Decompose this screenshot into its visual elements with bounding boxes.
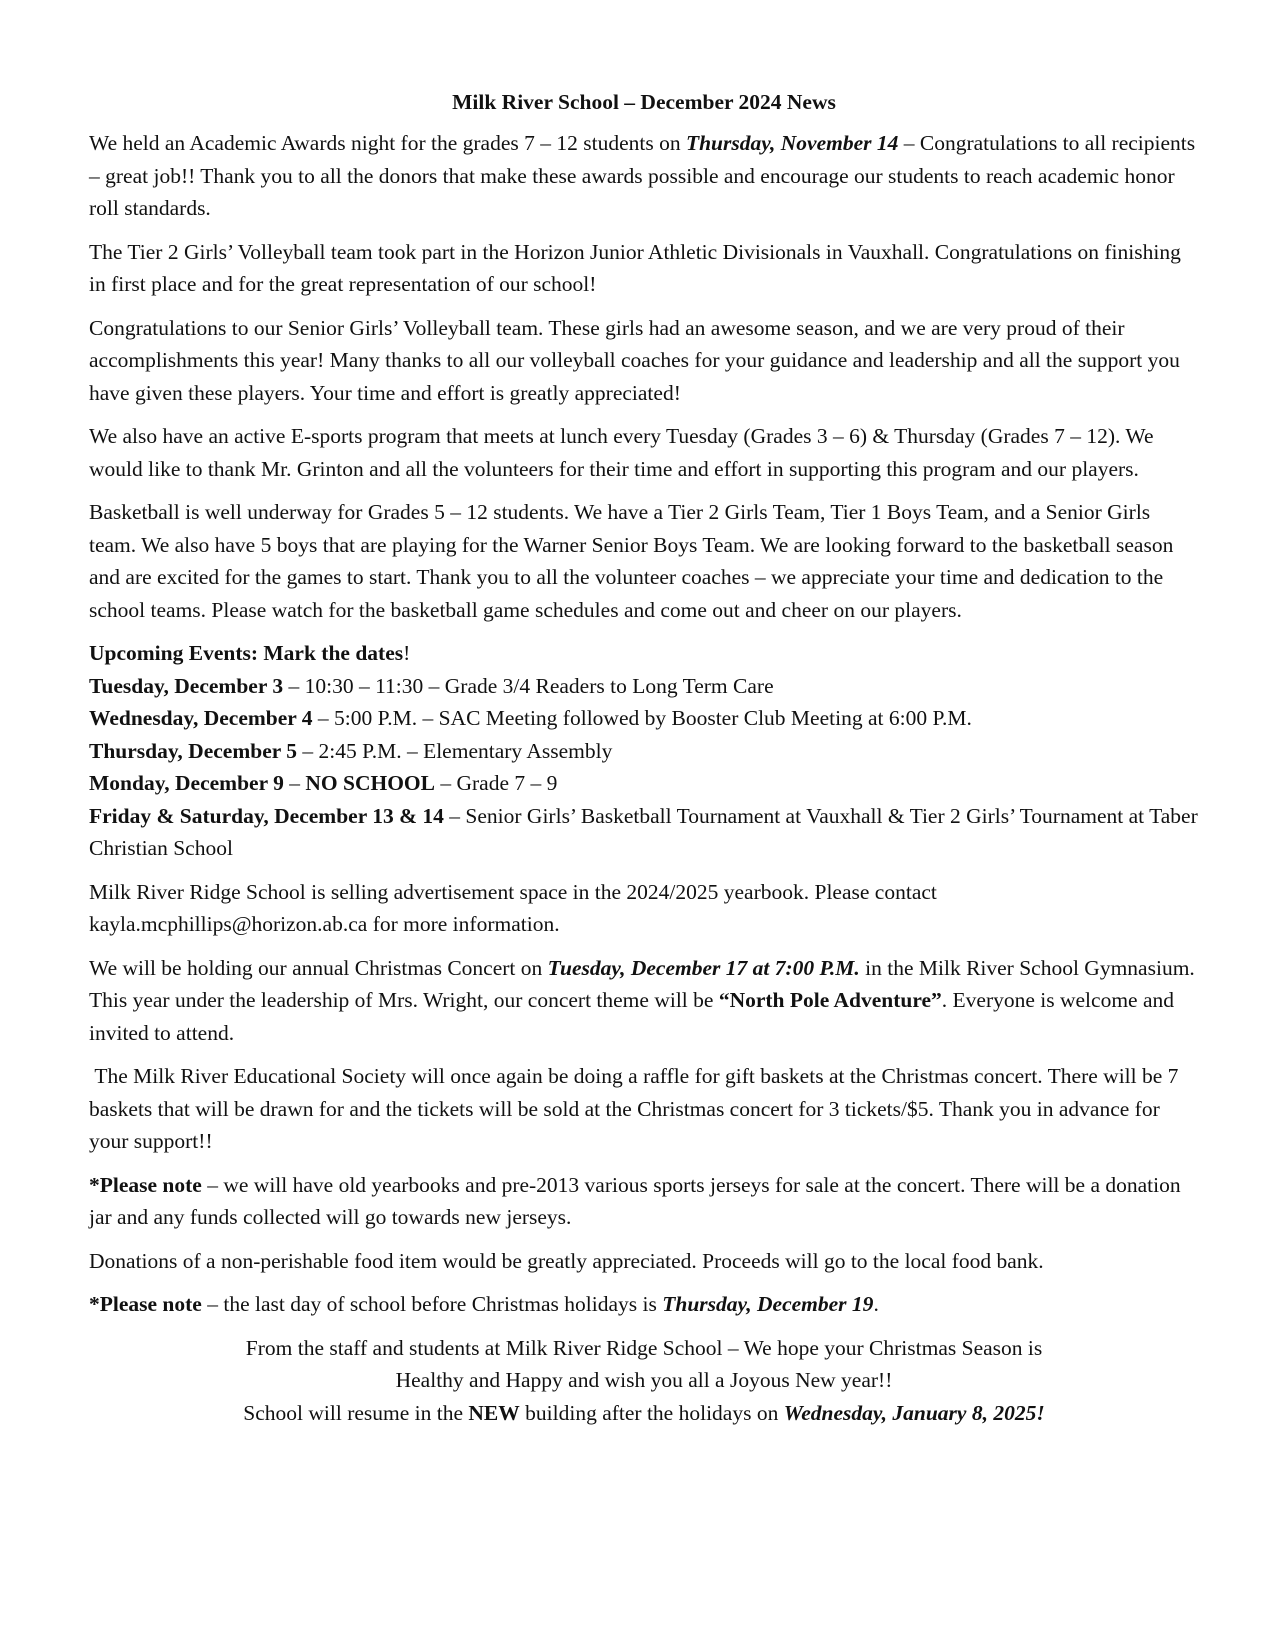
event-separator: – <box>283 771 306 795</box>
concert-theme: “North Pole Adventure” <box>718 988 942 1012</box>
events-heading-text: Upcoming Events: Mark the dates <box>89 641 404 665</box>
concert-date: Tuesday, December 17 at 7:00 P.M. <box>547 955 860 980</box>
events-heading-end: ! <box>403 641 411 665</box>
last-day-date: Thursday, December 19 <box>662 1292 874 1316</box>
esports-paragraph: We also have an active E-sports program that meets at lunch every Tuesday (Grades 3 – 6) & Thursday (Grades 7 – 12). We would like to thank Mr. Grinton and all the volunteers for their time and effort in supporting this program and our players. <box>89 424 1154 481</box>
event-date: Tuesday, December 3 <box>89 673 284 698</box>
food-donation-paragraph: Donations of a non-perishable food item would be greatly appreciated. Proceeds will go to the local food bank. <box>89 1248 1044 1273</box>
raffle-paragraph: The Milk River Educational Society will once again be doing a raffle for gift baskets at the Christmas concert. There will be 7 baskets that will be drawn for and the tickets will be sold at the Christmas concert for 3 tickets/$5. Thank you in advance for your support!! <box>89 1064 1184 1153</box>
closing-text: School will resume in the <box>243 1400 469 1425</box>
event-details: – 10:30 – 11:30 – Grade 3/4 Readers to Long Term Care <box>283 673 774 698</box>
concert-text: We will be holding our annual Christmas Concert on <box>89 955 548 980</box>
event-item <box>89 735 1199 768</box>
concert-text-mid: in the Milk River School Gymnasium. This year under the leadership of Mrs. Wright, our concert theme will be <box>89 955 1195 1012</box>
awards-paragraph <box>89 127 1199 225</box>
basketball-paragraph: Basketball is well underway for Grades 5 – 12 students. We have a Tier 2 Girls Team, Tier 1 Boys Team, and a Senior Girls team. We also have 5 boys that are playing for the Warner Senior Boys Team. We are looking forward to the basketball season and are excited for the games to start. Thank you to all the volunteer coaches – we appreciate your time and dedication to the school teams. Please watch for the basketball game schedules and come out and cheer on our players. <box>89 500 1174 622</box>
closing-line-3 <box>89 1397 1199 1430</box>
concert-paragraph <box>89 952 1199 1050</box>
event-date: Thursday, December 5 <box>89 738 298 763</box>
closing-line-2: Healthy and Happy and wish you all a Joyous New year!! <box>395 1368 893 1392</box>
note-label: *Please note <box>89 1172 202 1197</box>
events-heading <box>89 637 1199 670</box>
event-details: – Senior Girls’ Basketball Tournament at Vauxhall & Tier 2 Girls’ Tournament at Taber Christian School <box>89 803 1198 860</box>
event-date: Friday & Saturday, December 13 & 14 <box>89 803 444 828</box>
event-date: Monday, December 9 <box>89 771 284 795</box>
concert-text-end: . Everyone is welcome and invited to attend. <box>89 988 1175 1045</box>
closing-message <box>89 1332 1199 1430</box>
note-end: . <box>873 1292 879 1316</box>
event-date: Wednesday, December 4 <box>89 706 313 730</box>
note-label: *Please note <box>89 1292 202 1316</box>
event-details: – 5:00 P.M. – SAC Meeting followed by Booster Club Meeting at 6:00 P.M. <box>312 706 972 730</box>
page-title: Milk River School – December 2024 News <box>452 90 836 114</box>
new-label: NEW <box>468 1400 520 1425</box>
event-details: – Grade 7 – 9 <box>435 771 558 795</box>
closing-line-1: From the staff and students at Milk River Ridge School – We hope your Christmas Season is <box>245 1335 1043 1360</box>
jersey-note-paragraph <box>89 1169 1199 1234</box>
event-item <box>89 800 1199 865</box>
awards-text-end: – Congratulations to all recipients – great job!! Thank you to all the donors that make these awards possible and encourage our students to reach academic honor roll standards. <box>89 131 1196 220</box>
newsletter-page <box>89 86 1199 1429</box>
resume-date: Wednesday, January 8, 2025! <box>783 1400 1045 1425</box>
note-text: – we will have old yearbooks and pre-2013 various sports jerseys for sale at the concert. There will be a donation jar and any funds collected will go towards new jerseys. <box>89 1172 1181 1229</box>
event-details: – 2:45 P.M. – Elementary Assembly <box>297 738 613 763</box>
awards-date: Thursday, November 14 <box>685 131 899 155</box>
no-school-label: NO SCHOOL <box>305 771 435 795</box>
note-text: – the last day of school before Christmas holidays is <box>201 1292 663 1316</box>
event-item <box>89 767 1199 800</box>
last-day-note-paragraph <box>89 1288 1199 1321</box>
event-item <box>89 670 1199 703</box>
upcoming-events <box>89 637 1199 865</box>
event-item <box>89 702 1199 735</box>
senior-volleyball-paragraph: Congratulations to our Senior Girls’ Volleyball team. These girls had an awesome season, and we are very proud of their accomplishments this year! Many thanks to all our volleyball coaches for your guidance and leadership and all the support you have given these players. Your time and effort is greatly appreciated! <box>89 315 1180 405</box>
yearbook-paragraph: Milk River Ridge School is selling advertisement space in the 2024/2025 yearbook. Please contact kayla.mcphillips@horizon.ab.ca for more information. <box>89 879 937 936</box>
closing-text-mid: building after the holidays on <box>519 1400 784 1425</box>
awards-text: We held an Academic Awards night for the grades 7 – 12 students on <box>89 131 686 155</box>
tier2-volleyball-paragraph: The Tier 2 Girls’ Volleyball team took part in the Horizon Junior Athletic Divisionals in Vauxhall. Congratulations on finishing in first place and for the great representation of our school! <box>89 239 1181 296</box>
